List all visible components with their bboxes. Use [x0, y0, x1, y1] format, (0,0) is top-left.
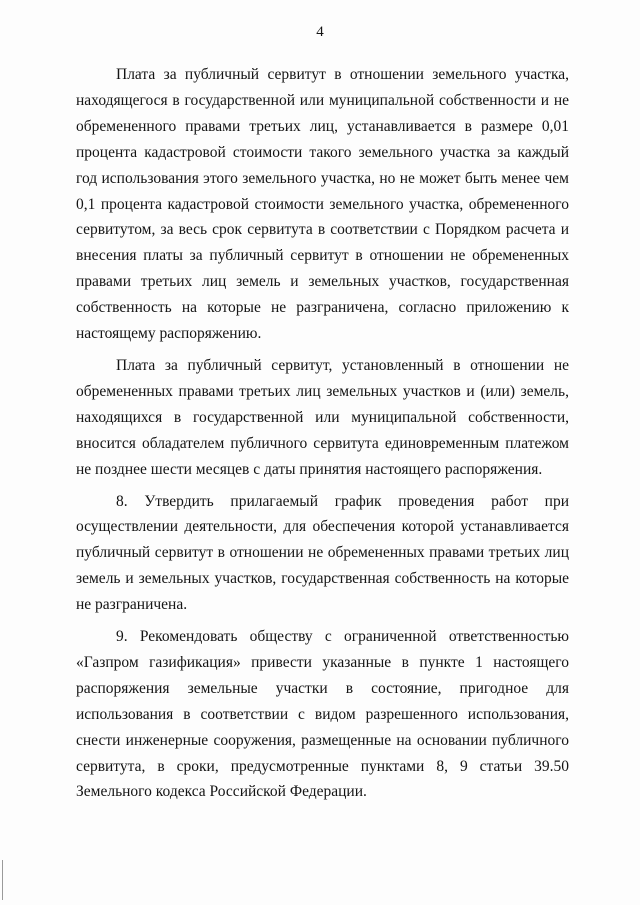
paragraph-item-9-recommendation: 9. Рекомендовать обществу с ограниченной ответственностью «Газпром газификация» привести указанные в пункте 1 настоящего распоряжения земельные участки в состояние, пригодное для использования в соответствии с видом разрешенного использования, снести инженерные сооружения, размещенные на основании публичного сервитута, в сроки, предусмотренные пунктами 8, 9 статьи 39.50 Земельного кодекса Российской Федерации. [76, 628, 569, 801]
paragraph-payment-deadline: Плата за публичный сервитут, установленный в отношении не обремененных правами третьих лиц земельных участков и (или) земель, находящихся в государственной или муниципальной собственности, вносится обладателем публичного сервитута единовременным платежом не позднее шести месяцев с даты принятия настоящего распоряжения. [76, 356, 569, 478]
page-number: 4 [316, 24, 324, 40]
paragraph-service-fee-rate: Плата за публичный сервитут в отношении земельного участка, находящегося в государственной или муниципальной собственности и не обремененного правами третьих лиц, устанавливается в размере 0,01 процента кадастровой стоимости такого земельного участка за каждый год использования этого земельного участка, но не может быть менее чем 0,1 процента кадастровой стоимости земельного участка, обремененного сервитутом, за весь срок сервитута в соответствии с Порядком расчета и внесения платы за публичный сервитут в отношении не обремененных правами третьих лиц земель и земельных участков, государственная собственность на которые не разграничена, согласно приложению к настоящему распоряжению. [76, 66, 569, 343]
scan-edge-mark [2, 860, 3, 900]
paragraph-item-8-schedule: 8. Утвердить прилагаемый график проведения работ при осуществлении деятельности, для обеспечения которой устанавливается публичный сервитут в отношении не обремененных правами третьих лиц земель и земельных участков, государственная собственность на которые не разграничена. [76, 492, 569, 614]
document-body [76, 62, 569, 811]
